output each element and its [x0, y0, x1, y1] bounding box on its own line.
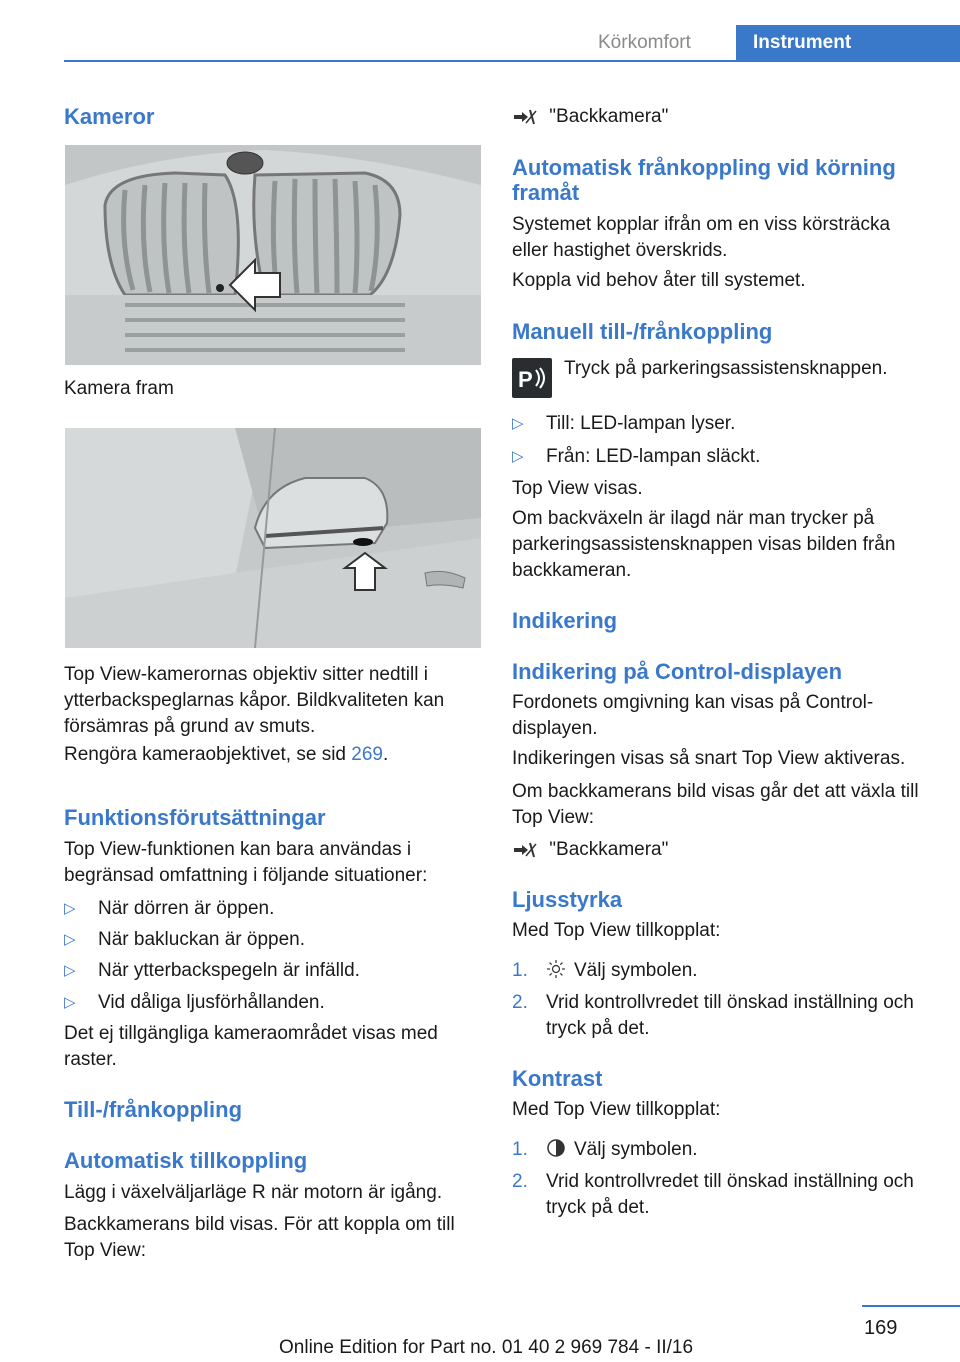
bullet-triangle-icon: ▷	[64, 900, 76, 917]
backcam-label: "Backkamera"	[549, 839, 669, 860]
paragraph-topview-shown: Top View visas.	[512, 478, 643, 499]
park-assist-button-icon	[512, 358, 552, 398]
front-grille-illustration	[65, 145, 481, 365]
paragraph-lens-location: Top View-kamerornas objektiv sitter nedtill i ytterbackspeglarnas kåpor. Bildkvaliteten kan försämras på grund av smuts.	[64, 664, 445, 737]
contrast-icon	[546, 1138, 566, 1158]
header-rule	[64, 60, 960, 62]
bullet-triangle-icon: ▷	[512, 448, 524, 465]
header-chapter-tab: Instrument	[736, 25, 960, 61]
heading-manual: Manuell till-/frånkoppling	[512, 319, 773, 344]
header-section: Körkomfort	[598, 32, 691, 53]
backcam-line-1	[512, 104, 668, 130]
heading-display: Indikering	[512, 608, 618, 633]
heading-requirements: Funktionsförutsättningar	[64, 805, 326, 830]
paragraph-gear-r: Lägg i växelväljarläge R när motorn är igång.	[64, 1182, 443, 1203]
brightness-sun-icon	[546, 959, 566, 979]
step-number: 1.	[512, 1139, 528, 1160]
heading-contrast: Kontrast	[512, 1066, 603, 1091]
bullet-triangle-icon: ▷	[64, 931, 76, 948]
heading-brightness: Ljusstyrka	[512, 887, 623, 912]
heading-auto-on: Automatisk tillkoppling	[64, 1148, 308, 1173]
step-number: 1.	[512, 960, 528, 981]
step-number: 2.	[512, 992, 528, 1013]
clean-lens-period: .	[382, 744, 389, 765]
contrast-step-1: Välj symbolen.	[574, 1139, 698, 1160]
paragraph-reverse: Om backväxeln är ilagd när man trycker på parkeringsassistensknappen visas bilden från backkameran.	[512, 508, 896, 581]
caption-front-camera: Kamera fram	[64, 378, 174, 399]
step-number: 2.	[512, 1171, 528, 1192]
paragraph-raster: Det ej tillgängliga kameraområdet visas med raster.	[64, 1023, 438, 1070]
paragraph-control-3: Om backkamerans bild visas går det att växla till Top View:	[512, 781, 919, 828]
bullet-triangle-icon: ▷	[512, 415, 524, 432]
paragraph-press-button: Tryck på parkeringsassistensknappen.	[564, 358, 888, 379]
heading-on-off: Till-/frånkoppling	[64, 1097, 243, 1122]
bullet-triangle-icon: ▷	[64, 962, 76, 979]
mirror-camera-image	[65, 428, 481, 648]
paragraph-clean-lens	[64, 742, 388, 768]
backcam-line-2	[512, 837, 668, 863]
paragraph-control-1: Fordonets omgivning kan visas på Control-displayen.	[512, 692, 874, 739]
edition-footer: Online Edition for Part no. 01 40 2 969 784 - II/16	[279, 1337, 694, 1358]
contrast-step-2: Vrid kontrollvredet till önskad inställning och tryck på det.	[546, 1171, 914, 1218]
heading-control-display: Indikering på Control-displayen	[512, 659, 843, 684]
contrast-intro: Med Top View tillkopplat:	[512, 1099, 721, 1120]
paragraph-control-2: Indikeringen visas så snart Top View aktiveras.	[512, 748, 906, 769]
clean-lens-text: Rengöra kameraobjektivet, se sid	[64, 744, 352, 765]
brightness-step-1: Välj symbolen.	[574, 960, 698, 981]
paragraph-auto-off-2: Koppla vid behov åter till systemet.	[512, 270, 806, 291]
brightness-intro: Med Top View tillkopplat:	[512, 920, 721, 941]
backcam-label: "Backkamera"	[549, 106, 669, 127]
page-number: 169	[864, 1317, 898, 1339]
heading-cameras: Kameror	[64, 104, 155, 129]
heading-auto-off: Automatisk frånkoppling vid körning framåt	[512, 155, 896, 205]
page-ref-link[interactable]: 269	[351, 744, 383, 765]
requirements-intro: Top View-funktionen kan bara användas i begränsad omfattning i följande situationer:	[64, 839, 428, 886]
camera-touch-icon	[512, 840, 538, 860]
park-assist-icon	[512, 358, 552, 398]
side-mirror-illustration	[65, 428, 481, 648]
footer-rule	[862, 1305, 960, 1307]
camera-touch-icon	[512, 107, 538, 127]
paragraph-switch-topview: Backkamerans bild visas. För att koppla om till Top View:	[64, 1214, 455, 1261]
svg-text:P: P	[518, 367, 533, 392]
front-camera-image	[65, 145, 481, 365]
brightness-step-2: Vrid kontrollvredet till önskad inställning och tryck på det.	[546, 992, 914, 1039]
bullet-triangle-icon: ▷	[64, 994, 76, 1011]
paragraph-auto-off-1: Systemet kopplar ifrån om en viss körsträcka eller hastighet överskrids.	[512, 214, 891, 261]
